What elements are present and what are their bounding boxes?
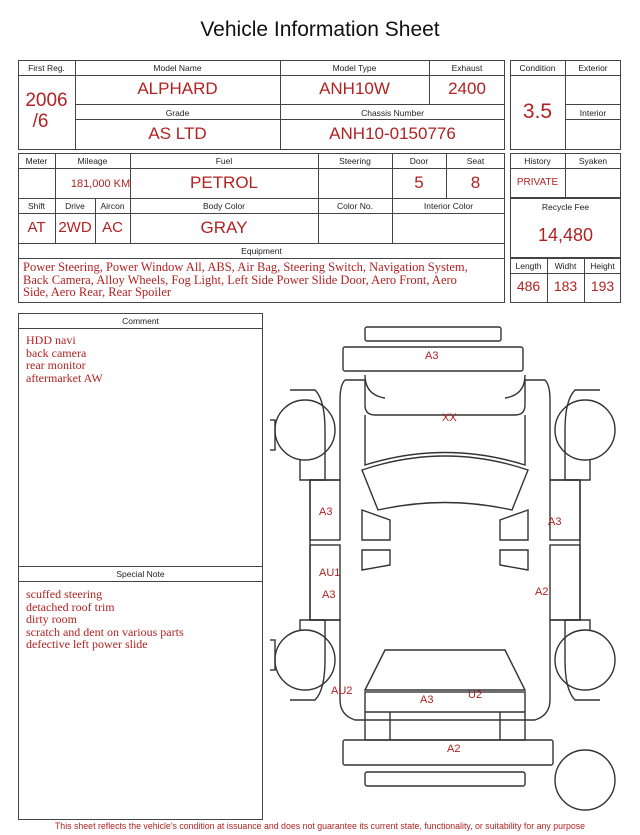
exterior-label: Exterior	[578, 63, 608, 73]
damage-mark-left-front: A3	[319, 506, 333, 518]
width-value: 183	[553, 278, 578, 294]
length-label: Length	[515, 261, 542, 271]
list-item: aftermarket AW	[26, 370, 103, 385]
aircon-value: AC	[102, 219, 123, 236]
seat-value: 8	[470, 173, 481, 192]
exhaust-value: 2400	[448, 79, 486, 98]
length-value: 486	[516, 278, 541, 294]
chassis-value: ANH10-0150776	[329, 124, 456, 143]
steering-label: Steering	[339, 156, 371, 166]
list-item: HDD navi	[26, 333, 76, 347]
history-value: PRIVATE	[516, 177, 559, 188]
damage-mark-front: A3	[425, 350, 439, 362]
equipment-label: Equipment	[241, 246, 282, 256]
first-reg-label: First Reg.	[28, 63, 65, 73]
grade-value: AS LTD	[148, 124, 207, 143]
list-item: rear monitor	[26, 358, 86, 372]
recycle-fee-label: Recycle Fee	[541, 202, 590, 212]
fuel-value: PETROL	[189, 173, 259, 192]
car-damage-diagram	[270, 320, 635, 820]
height-label: Height	[590, 261, 615, 271]
color-no-label: Color No.	[337, 201, 373, 211]
list-item: detached roof trim	[26, 599, 115, 614]
list-item: scratch and dent on various parts	[26, 624, 184, 639]
model-name-label: Model Name	[153, 63, 202, 73]
condition-value: 3.5	[522, 100, 553, 123]
grade-label: Grade	[165, 108, 190, 118]
aircon-label: Aircon	[100, 201, 125, 211]
damage-mark-rear-bumper: A2	[447, 743, 461, 755]
shift-value: AT	[27, 219, 46, 236]
model-name-value: ALPHARD	[137, 79, 218, 98]
body-color-label: Body Color	[202, 201, 246, 211]
damage-mark-left-door-2: A3	[322, 589, 336, 601]
damage-mark-right-front: A3	[548, 516, 562, 528]
condition-label: Condition	[519, 63, 556, 73]
fuel-label: Fuel	[215, 156, 233, 166]
height-value: 193	[590, 278, 615, 294]
exhaust-label: Exhaust	[451, 63, 483, 73]
recycle-fee-value: 14,480	[537, 225, 594, 245]
chassis-label: Chassis Number	[361, 108, 424, 118]
door-value: 5	[414, 173, 424, 192]
drive-value: 2WD	[58, 219, 92, 236]
damage-mark-hood: XX	[442, 412, 457, 424]
body-color-value: GRAY	[200, 218, 248, 237]
interior-color-label: Interior Color	[423, 201, 474, 211]
model-type-value: ANH10W	[319, 79, 390, 98]
interior-label: Interior	[579, 108, 607, 118]
mileage-value: 181,000 KM	[70, 178, 131, 190]
damage-mark-rear-u: U2	[468, 689, 483, 701]
special-note-list	[26, 588, 184, 651]
comment-label: Comment	[122, 316, 159, 326]
width-label: Widht	[554, 261, 577, 271]
list-item: scuffed steering	[26, 587, 103, 601]
first-reg-month: /6	[32, 111, 49, 132]
footer-disclaimer: This sheet reflects the vehicle's condition at issuance and does not guarantee its current state, functionality, or suitability for any purpose	[54, 821, 586, 831]
list-item: dirty room	[26, 612, 77, 626]
first-reg-year: 2006	[25, 90, 68, 111]
damage-mark-left-rear: AU2	[331, 685, 353, 697]
damage-mark-left-door-1: AU1	[319, 567, 341, 579]
special-note-label: Special Note	[116, 569, 165, 579]
shift-label: Shift	[27, 201, 45, 211]
seat-label: Seat	[466, 156, 485, 166]
equipment-list: Power Steering, Power Window All, ABS, Air Bag, Steering Switch, Navigation System, Back Camera, Alloy Wheels, Fog Light, Left Side Power Slide Door, Aero Front, Aero Side, Aero Rear, Rear Spoiler	[23, 260, 468, 299]
history-label: History	[524, 156, 551, 166]
damage-mark-rear: A3	[420, 694, 434, 706]
list-item: defective left power slide	[26, 637, 148, 651]
mileage-label: Mileage	[77, 156, 108, 166]
damage-mark-right-rear: A2	[535, 586, 549, 598]
list-item: back camera	[26, 345, 87, 360]
page-title: Vehicle Information Sheet	[200, 18, 440, 41]
drive-label: Drive	[65, 201, 85, 211]
comment-list	[26, 334, 103, 384]
syaken-label: Syaken	[578, 156, 608, 166]
model-type-label: Model Type	[332, 63, 377, 73]
meter-label: Meter	[25, 156, 48, 166]
door-label: Door	[409, 156, 429, 166]
